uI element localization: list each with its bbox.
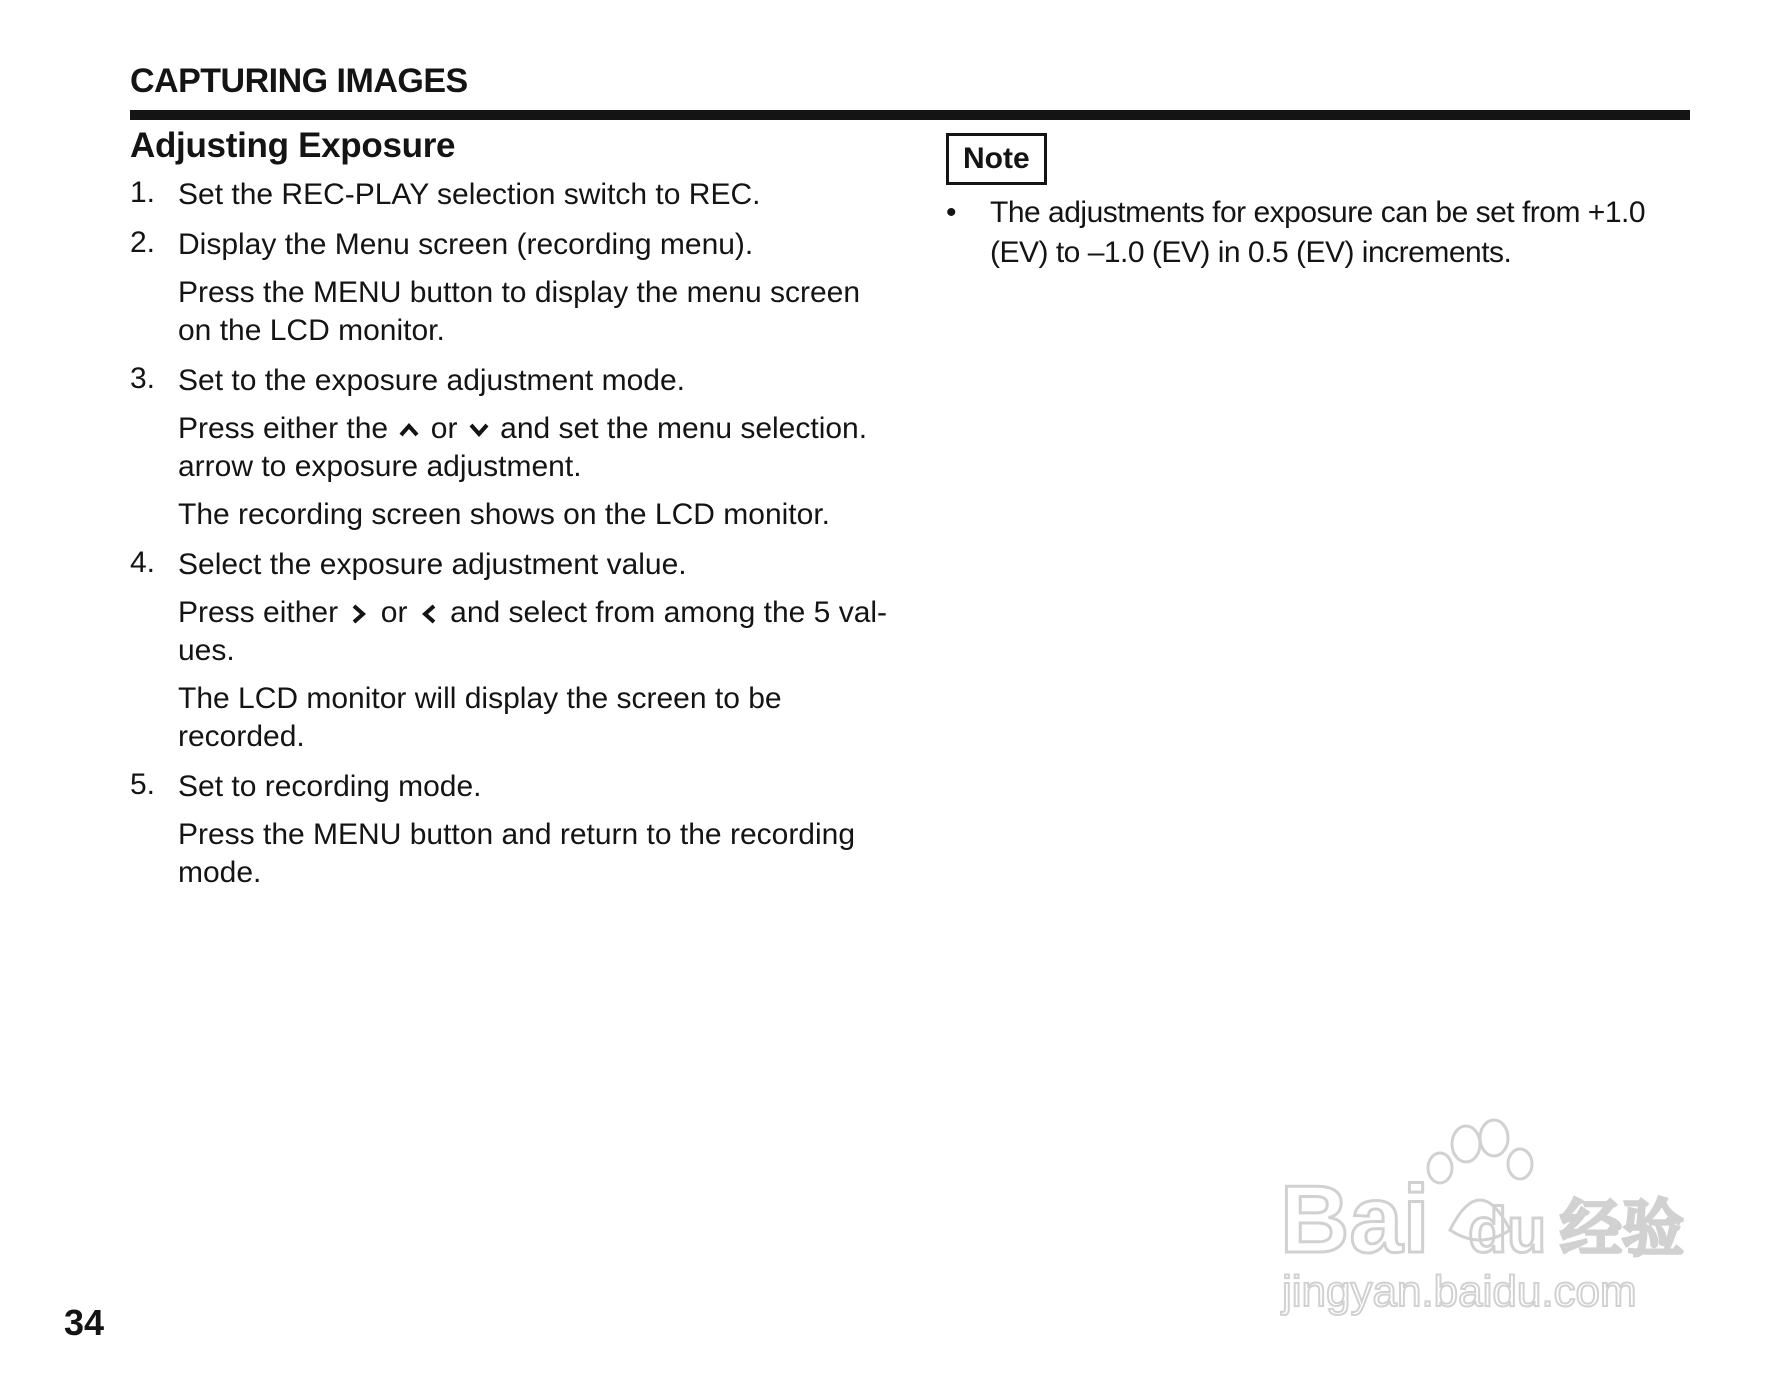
- bullet-icon: •: [946, 196, 957, 229]
- step-1: [130, 176, 890, 214]
- detail-or: or: [380, 596, 408, 629]
- step-title: Set the REC-PLAY selection switch to REC.: [178, 178, 761, 211]
- detail-text: and set the menu selection. arrow to exposure adjustment.: [178, 412, 868, 483]
- step-title: Display the Menu screen (recording menu).: [178, 228, 754, 261]
- baidu-watermark-logo: [1280, 1110, 1700, 1320]
- step-4: [130, 546, 890, 756]
- step-detail: [178, 410, 890, 486]
- step-detail: Press the MENU button to display the menu screen on the LCD monitor.: [178, 276, 861, 347]
- detail-or: or: [430, 412, 458, 445]
- svg-text:Bai: Bai: [1280, 1166, 1430, 1273]
- step-detail: Press the MENU button and return to the recording mode.: [178, 818, 856, 889]
- step-number: 2.: [130, 226, 156, 259]
- step-number: 1.: [130, 176, 156, 209]
- detail-text: and select from among the 5 val-ues.: [178, 596, 888, 667]
- step-title: Select the exposure adjustment value.: [178, 548, 687, 581]
- note-item: [946, 193, 1706, 273]
- steps-list: [130, 176, 890, 892]
- header-rule: [130, 110, 1690, 120]
- step-detail: [178, 594, 890, 670]
- step-2: [130, 226, 890, 350]
- step-number: 3.: [130, 362, 156, 395]
- detail-text: Press either: [178, 596, 339, 629]
- note-column: [946, 133, 1706, 273]
- svg-text:du: du: [1468, 1194, 1547, 1266]
- step-5: [130, 768, 890, 892]
- note-text: The adjustments for exposure can be set from +1.0 (EV) to –1.0 (EV) in 0.5 (EV) increments.: [990, 196, 1646, 269]
- note-label: Note: [946, 133, 1047, 185]
- chevron-left-icon: [418, 603, 440, 625]
- svg-text:jingyan.baidu.com: jingyan.baidu.com: [1282, 1267, 1637, 1316]
- step-3: [130, 362, 890, 534]
- detail-text: Press either the: [178, 412, 389, 445]
- step-title: Set to recording mode.: [178, 770, 482, 803]
- chevron-down-icon: [468, 419, 490, 441]
- page-title: Adjusting Exposure: [130, 126, 456, 165]
- step-title: Set to the exposure adjustment mode.: [178, 364, 685, 397]
- step-number: 5.: [130, 768, 156, 801]
- step-detail: The recording screen shows on the LCD monitor.: [178, 498, 830, 531]
- page-number: 34: [64, 1302, 105, 1343]
- chevron-up-icon: [398, 419, 420, 441]
- step-number: 4.: [130, 546, 156, 579]
- svg-text:经验: 经验: [1560, 1192, 1685, 1265]
- instructions-column: [130, 126, 890, 904]
- section-header: CAPTURING IMAGES: [130, 62, 468, 100]
- chevron-right-icon: [348, 603, 370, 625]
- step-detail: The LCD monitor will display the screen to be recorded.: [178, 682, 782, 753]
